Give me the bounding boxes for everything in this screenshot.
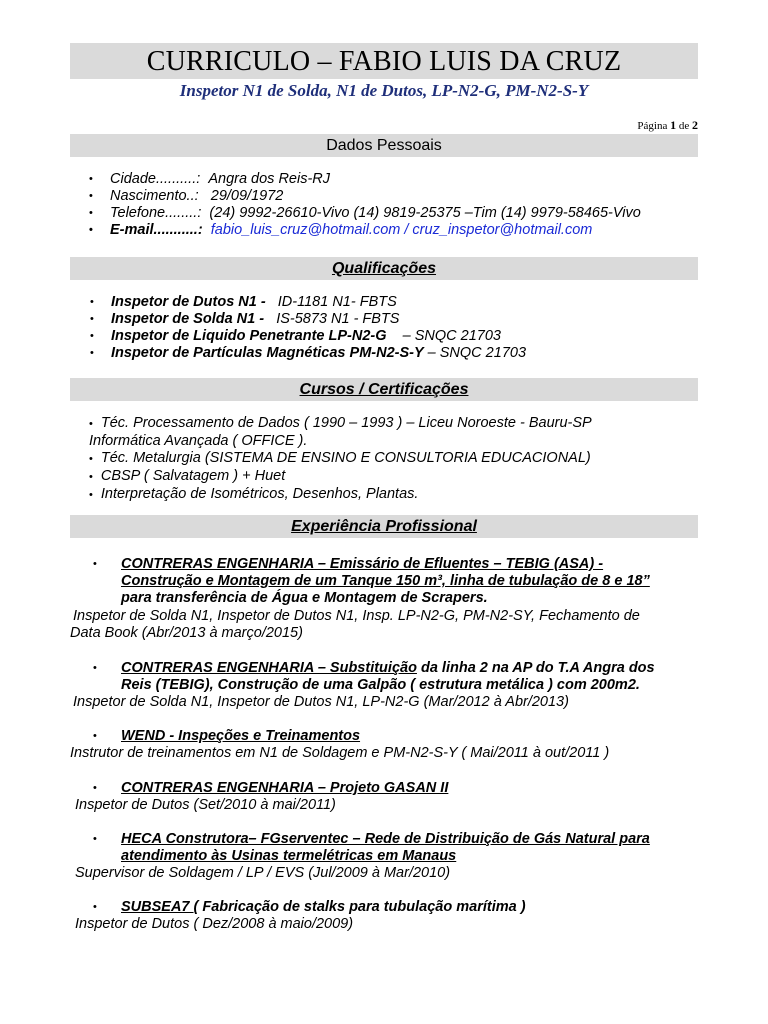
page-title: CURRICULO – FABIO LUIS DA CRUZ <box>70 43 698 79</box>
company-line <box>121 899 526 916</box>
company-line: para transferência de Água e Montagem de Scrapers. <box>121 590 488 606</box>
role-desc: Inspetor de Dutos ( Dez/2008 à maio/2009) <box>75 916 354 932</box>
qual-detail: ID-1181 N1- FBTS <box>277 294 397 310</box>
section-qualificacoes: Qualificações <box>70 257 698 280</box>
page-current: 1 <box>670 118 677 132</box>
company-line: CONTRERAS ENGENHARIA – Emissário de Efluentes – TEBIG (ASA) - <box>121 556 604 572</box>
curso-text: Téc. Processamento de Dados ( 1990 – 1993 ) – Liceu Noroeste - Bauru-SP <box>100 415 592 431</box>
bullet-icon: • <box>93 782 97 794</box>
company-line: WEND - Inspeções e Treinamentos <box>121 728 361 744</box>
list-item <box>89 205 641 222</box>
company-name: SUBSEA7 <box>121 899 194 915</box>
page-number <box>637 118 698 133</box>
telefone-value: (24) 9992-26610-Vivo (14) 9819-25375 –Tim (14) 9979-58465-Vivo <box>209 205 641 221</box>
company-line <box>121 660 655 677</box>
qual-title: Inspetor de Liquido Penetrante LP-N2-G <box>111 328 387 344</box>
nascimento-value: 29/09/1972 <box>210 188 284 204</box>
role-desc: Inspetor de Solda N1, Inspetor de Dutos N1, Insp. LP-N2-G, PM-N2-SY, Fechamento de <box>73 608 640 624</box>
project-text: ( Fabricação de stalks para tubulação marítima ) <box>193 899 526 915</box>
list-item <box>89 433 592 450</box>
email-link[interactable]: fabio_luis_cruz@hotmail.com / cruz_inspetor@hotmail.com <box>210 222 593 238</box>
list-item <box>90 345 527 362</box>
list-item <box>89 188 641 205</box>
bullet-icon: • <box>89 224 93 236</box>
bullet-icon: • <box>93 833 97 845</box>
curso-text: Téc. Metalurgia (SISTEMA DE ENSINO E CONSULTORIA EDUCACIONAL) <box>100 450 591 466</box>
list-item <box>89 450 592 468</box>
cidade-label: Cidade..........: <box>110 171 201 187</box>
personal-data-list <box>89 171 641 239</box>
curso-text: Interpretação de Isométricos, Desenhos, Plantas. <box>100 486 419 502</box>
telefone-label: Telefone........: <box>110 205 202 221</box>
bullet-icon: • <box>89 453 93 465</box>
cursos-list <box>89 415 592 504</box>
company-line: HECA Construtora– FGserventec – Rede de Distribuição de Gás Natural para <box>121 831 650 847</box>
bullet-icon: • <box>90 296 94 308</box>
role-desc: Data Book (Abr/2013 à março/2015) <box>70 625 303 641</box>
bullet-icon: • <box>89 418 93 430</box>
qual-title: Inspetor de Partículas Magnéticas PM-N2-S-Y <box>111 345 424 361</box>
bullet-icon: • <box>93 730 97 742</box>
bullet-icon: • <box>90 330 94 342</box>
bullet-icon: • <box>93 901 97 913</box>
page-prefix: Página <box>637 120 668 132</box>
nascimento-label: Nascimento..: <box>110 188 199 204</box>
company-line: Construção e Montagem de um Tanque 150 m³, linha de tubulação de 8 e 18” <box>121 573 650 589</box>
list-item <box>90 294 526 311</box>
role-desc: Supervisor de Soldagem / LP / EVS (Jul/2009 à Mar/2010) <box>75 865 451 881</box>
bullet-icon: • <box>90 313 94 325</box>
list-item <box>89 468 592 486</box>
bullet-icon: • <box>89 173 93 185</box>
cidade-value: Angra dos Reis-RJ <box>208 171 331 187</box>
project-text: da linha 2 na AP do T.A Angra dos <box>416 660 655 676</box>
bullet-icon: • <box>93 558 97 570</box>
role-desc: Inspetor de Solda N1, Inspetor de Dutos N1, LP-N2-G (Mar/2012 à Abr/2013) <box>73 694 569 710</box>
list-item <box>90 311 526 328</box>
bullet-icon: • <box>90 347 94 359</box>
list-item <box>90 328 526 345</box>
list-item <box>89 222 641 239</box>
bullet-icon: • <box>89 471 93 483</box>
qual-title: Inspetor de Solda N1 - <box>111 311 265 327</box>
section-dados-pessoais: Dados Pessoais <box>70 134 698 157</box>
qual-title: Inspetor de Dutos N1 - <box>111 294 266 310</box>
qual-detail: – SNQC 21703 <box>427 345 527 361</box>
bullet-icon: • <box>93 662 97 674</box>
qual-detail: IS-5873 N1 - FBTS <box>276 311 400 327</box>
curso-text: CBSP ( Salvatagem ) + Huet <box>100 468 286 484</box>
bullet-icon: • <box>89 207 93 219</box>
section-experiencia-profissional: Experiência Profissional <box>70 515 698 538</box>
qual-detail: – SNQC 21703 <box>386 328 501 344</box>
list-item <box>89 486 592 504</box>
bullet-icon: • <box>89 489 93 501</box>
role-desc: Inspetor de Dutos (Set/2010 à mai/2011) <box>75 797 336 813</box>
section-cursos-certificacoes: Cursos / Certificações <box>70 378 698 401</box>
list-item <box>89 171 641 188</box>
email-label: E-mail...........: <box>110 222 203 238</box>
company-line: CONTRERAS ENGENHARIA – Projeto GASAN II <box>121 780 449 796</box>
role-desc: Instrutor de treinamentos em N1 de Soldagem e PM-N2-S-Y ( Mai/2011 à out/2011 ) <box>70 745 610 761</box>
list-item <box>89 415 592 433</box>
company-name: CONTRERAS ENGENHARIA – Substituição <box>121 660 417 676</box>
curso-text: Informática Avançada ( OFFICE ). <box>89 433 308 449</box>
page-of: de <box>678 120 690 132</box>
page-total: 2 <box>692 118 698 132</box>
subtitle: Inspetor N1 de Solda, N1 de Dutos, LP-N2-G, PM-N2-S-Y <box>179 81 589 100</box>
bullet-icon: • <box>89 190 93 202</box>
company-line: Reis (TEBIG), Construção de uma Galpão ( estrutura metálica ) com 200m2. <box>121 677 640 693</box>
company-line: atendimento às Usinas termelétricas em Manaus <box>121 848 457 864</box>
qualificacoes-list <box>90 294 527 362</box>
